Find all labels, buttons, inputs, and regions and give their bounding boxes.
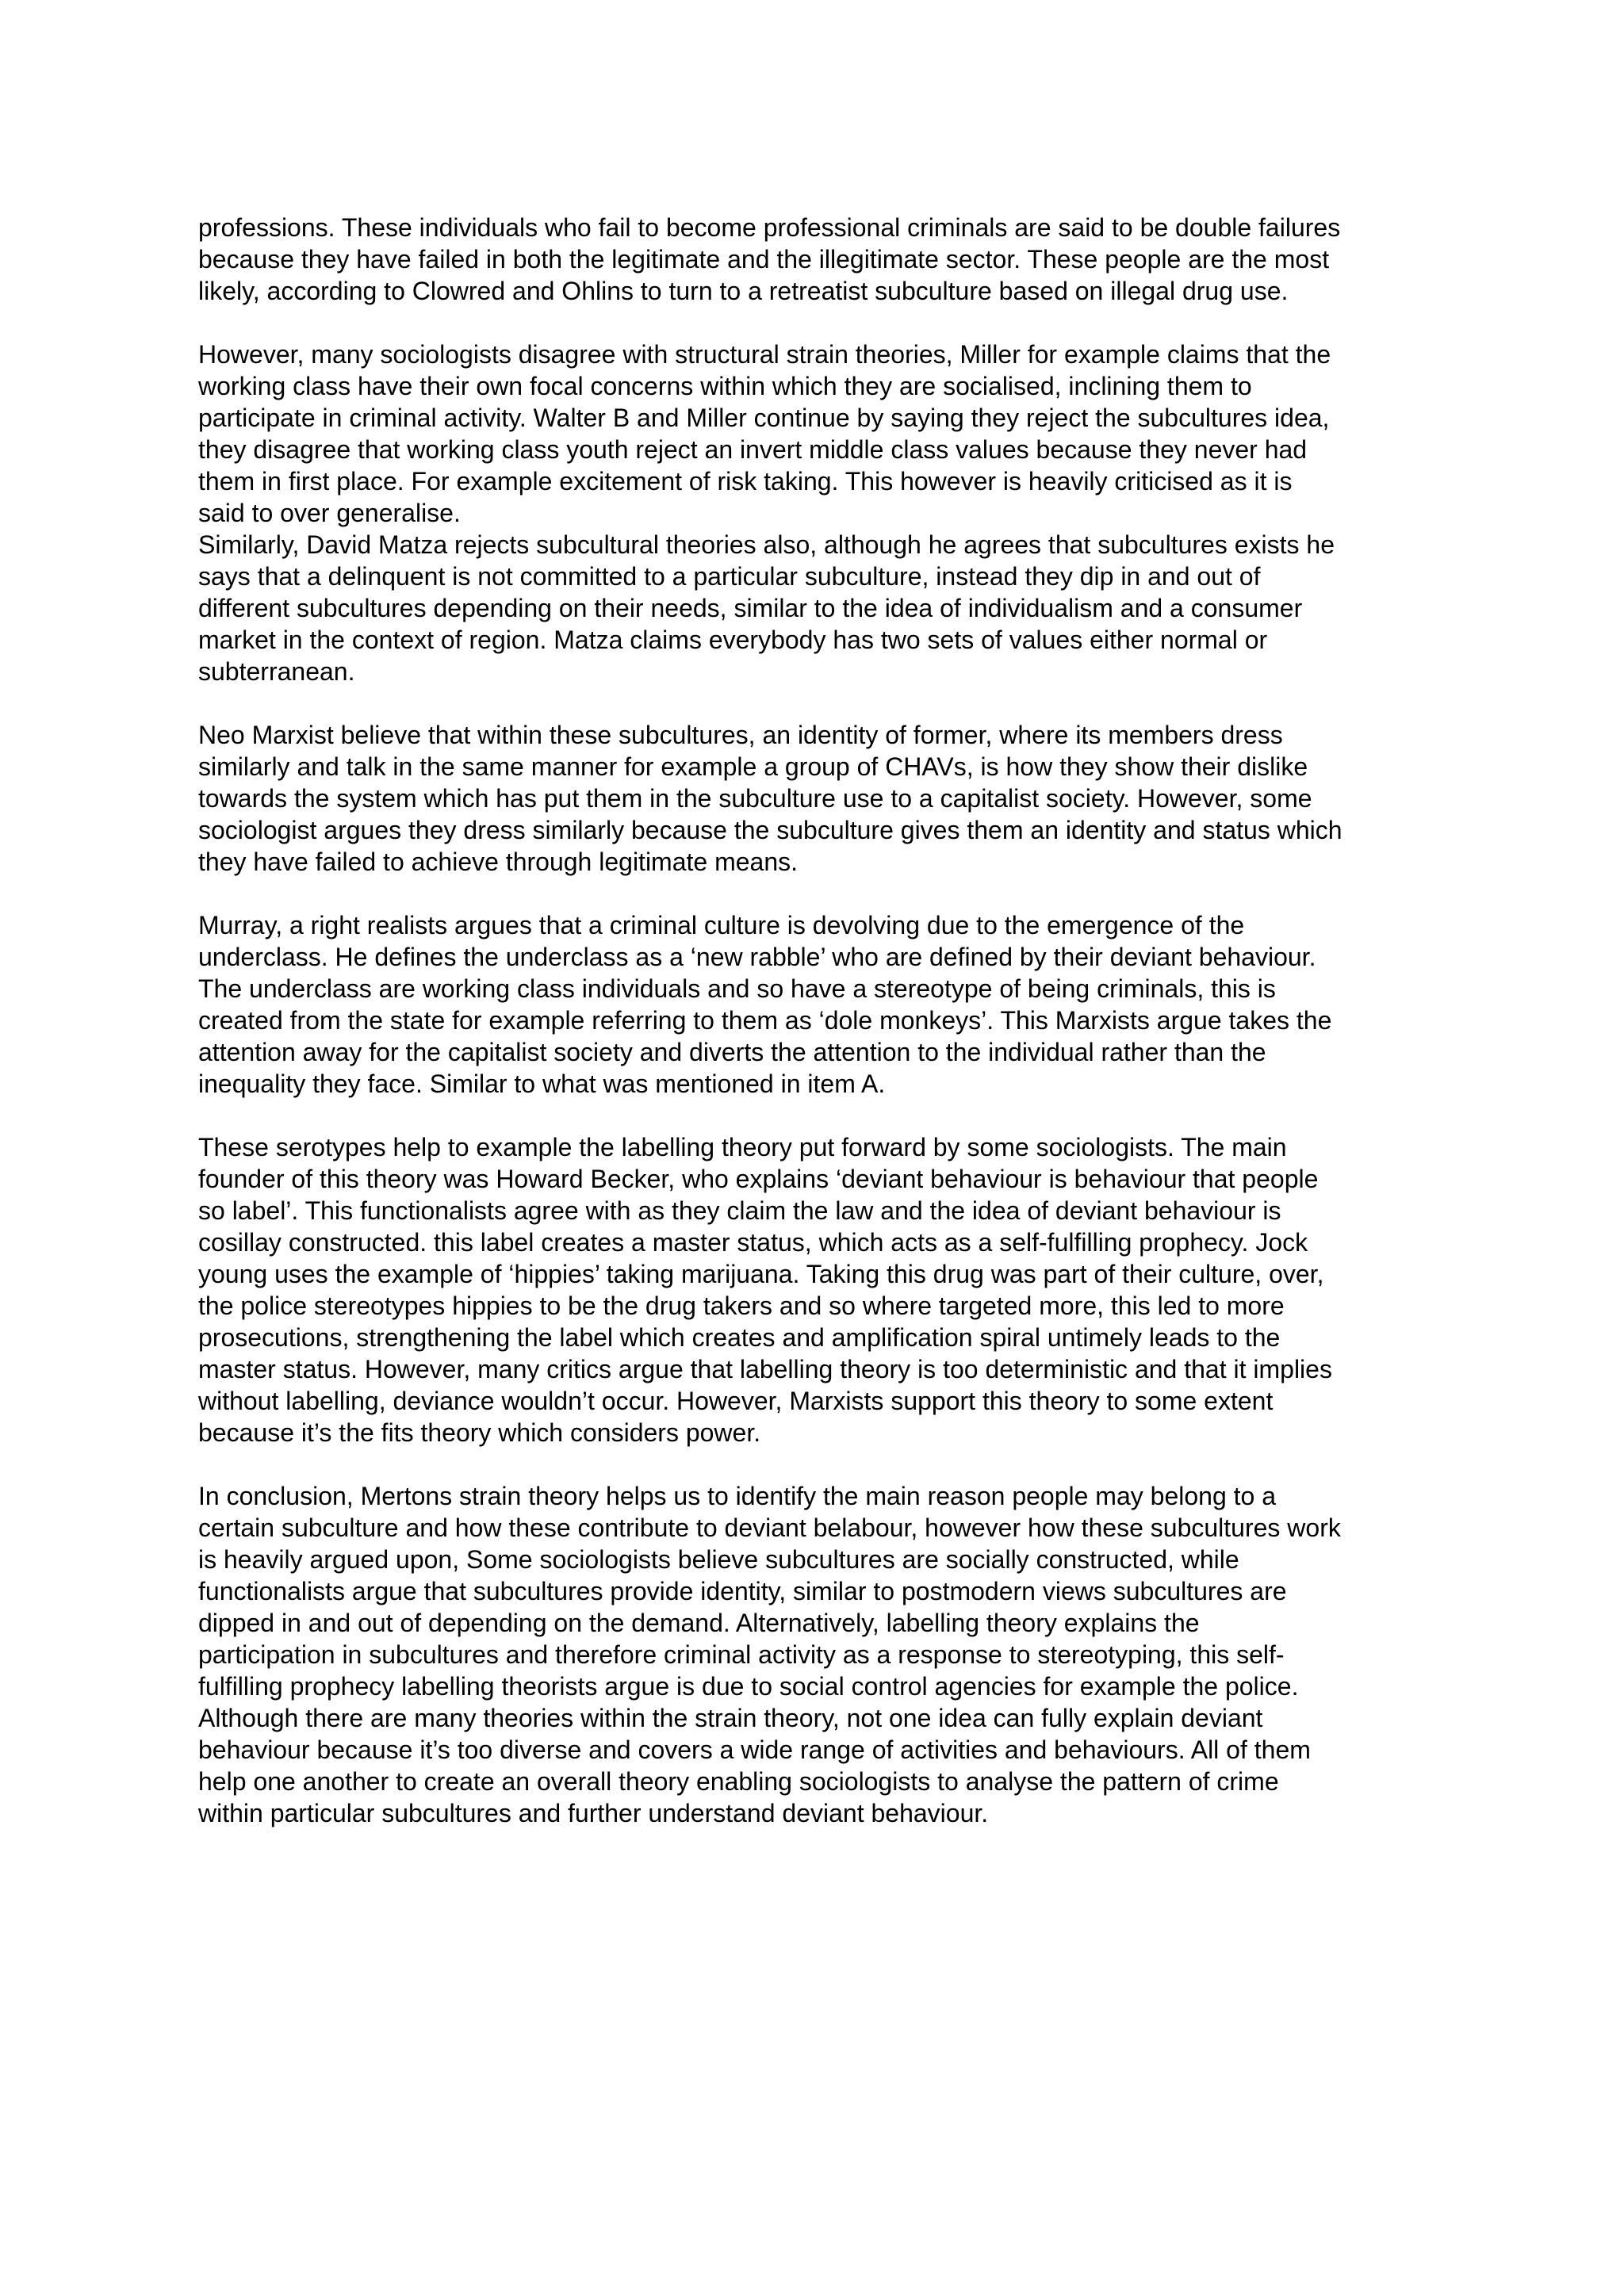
paragraph-conclusion: In conclusion, Mertons strain theory helps us to identify the main reason people may belong to a certain subculture and how these contribute to deviant belabour, however how these subcultures work is heavily argued upon, Some sociologists believe subcultures are socially constructed, while functionalists argue that subcultures provide identity, similar to postmodern views subcultures are dipped in and out of depending on the demand. Alternatively, labelling theory explains the participation in subcultures and therefore criminal activity as a response to stereotyping, this self- fulfilling prophecy labelling theorists argue is due to social control agencies for example the police. Although there are many theories within the strain theory, not one idea can fully explain deviant behaviour because it’s too diverse and covers a wide range of activities and behaviours. All of them help one another to create an overall theory enabling sociologists to analyse the pattern of crime within particular subcultures and further understand deviant behaviour. [198,1482,1341,1827]
paragraph-miller-critique: However, many sociologists disagree with structural strain theories, Miller for example claims that the working class have their own focal concerns within which they are socialised, inclining them to participate in criminal activity. Walter B and Miller continue by saying they reject the subcultures idea, they disagree that working class youth reject an invert middle class values because they never had them in first place. For example excitement of risk taking. This however is heavily criticised as it is said to over generalise. [198,340,1331,527]
paragraph-spacer [198,1100,1451,1131]
paragraph-spacer [198,1448,1451,1480]
paragraph-matza: Similarly, David Matza rejects subcultural theories also, although he agrees that subcultures exists he says that a delinquent is not committed to a particular subculture, instead they dip in and out of different subcultures depending on their needs, similar to the idea of individualism and a consumer market in the context of region. Matza claims everybody has two sets of values either normal or subterranean. [198,530,1335,686]
paragraph-spacer [198,307,1451,339]
paragraph-double-failures: professions. These individuals who fail to become professional criminals are said to be double failures because they have failed in both the legitimate and the illegitimate sector. These people are the most likely, according to Clowred and Ohlins to turn to a retreatist subculture based on illegal drug use. [198,213,1341,305]
paragraph-labelling-theory: These serotypes help to example the labelling theory put forward by some sociologists. The main founder of this theory was Howard Becker, who explains ‘deviant behaviour is behaviour that people so label’. This functionalists agree with as they claim the law and the idea of deviant behaviour is cosillay constructed. this label creates a master status, which acts as a self-fulfilling prophecy. Jock young uses the example of ‘hippies’ taking marijuana. Taking this drug was part of their culture, over, the police stereotypes hippies to be the drug takers and so where targeted more, this led to more prosecutions, strengthening the label which creates and amplification spiral untimely leads to the master status. However, many critics argue that labelling theory is too deterministic and that it implies without labelling, deviance wouldn’t occur. However, Marxists support this theory to some extent because it’s the fits theory which considers power. [198,1133,1332,1447]
paragraph-spacer [198,687,1451,719]
document-page [198,212,1451,1829]
paragraph-spacer [198,878,1451,909]
paragraph-murray: Murray, a right realists argues that a criminal culture is devolving due to the emergence of the underclass. He defines the underclass as a ‘new rabble’ who are defined by their deviant behaviour. The underclass are working class individuals and so have a stereotype of being criminals, this is created from the state for example referring to them as ‘dole monkeys’. This Marxists argue takes the attention away for the capitalist society and diverts the attention to the individual rather than the inequality they face. Similar to what was mentioned in item A. [198,911,1332,1098]
paragraph-neo-marxist: Neo Marxist believe that within these subcultures, an identity of former, where its members dress similarly and talk in the same manner for example a group of CHAVs, is how they show their dislike towards the system which has put them in the subculture use to a capitalist society. However, some sociologist argues they dress similarly because the subculture gives them an identity and status which they have failed to achieve through legitimate means. [198,721,1342,876]
